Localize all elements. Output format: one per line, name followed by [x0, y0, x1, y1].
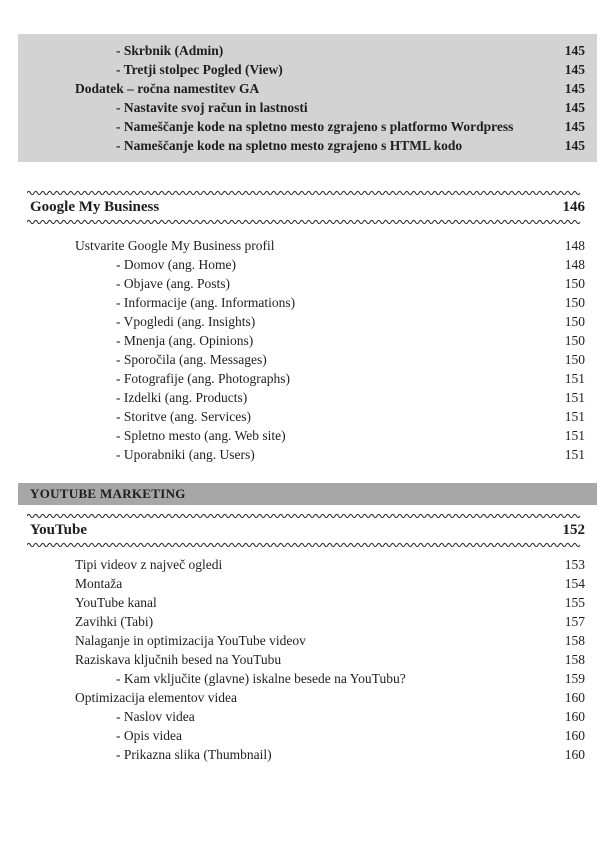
toc-entry-page: 145 — [564, 119, 585, 134]
toc-entry — [27, 426, 585, 445]
toc-entry-page: 151 — [564, 409, 585, 424]
toc-entry-page: 160 — [564, 690, 585, 705]
toc-entry-page: 160 — [564, 747, 585, 762]
toc-continued-block — [18, 34, 597, 162]
toc-entry-label: Zavihki (Tabi) — [75, 614, 154, 629]
chapter-heading-row — [27, 195, 585, 219]
toc-entry-label: - Informacije (ang. Informations) — [116, 295, 296, 310]
toc-entry-label: - Sporočila (ang. Messages) — [116, 352, 267, 367]
toc-entry-label: - Izdelki (ang. Products) — [116, 390, 248, 405]
toc-entry-label: - Opis videa — [116, 728, 182, 743]
toc-entry-page: 151 — [564, 447, 585, 462]
toc-entry-page: 145 — [564, 100, 585, 115]
toc-entry — [18, 60, 597, 79]
toc-entry — [18, 136, 597, 155]
toc-entry — [27, 236, 585, 255]
toc-entry — [27, 350, 585, 369]
toc-entry — [27, 745, 585, 764]
toc-entry-page: 158 — [564, 633, 585, 648]
toc-entry — [27, 369, 585, 388]
toc-entry-page: 148 — [564, 238, 585, 253]
toc-entry-page: 151 — [564, 428, 585, 443]
toc-entry-page: 145 — [564, 43, 585, 58]
section-heading-google-my-business — [27, 190, 585, 224]
chapter-page: 152 — [562, 521, 585, 538]
toc-entry — [27, 650, 585, 669]
toc-entry — [27, 293, 585, 312]
toc-entry-label: - Prikazna slika (Thumbnail) — [116, 747, 272, 762]
toc-entry-page: 145 — [564, 62, 585, 77]
toc-entry — [27, 388, 585, 407]
toc-entry-page: 154 — [564, 576, 585, 591]
toc-entry — [18, 117, 597, 136]
toc-entry-label: Tipi videov z največ ogledi — [75, 557, 223, 572]
toc-entry — [27, 593, 585, 612]
toc-entry-label: Nalaganje in optimizacija YouTube videov — [75, 633, 306, 648]
toc-entry-label: - Skrbnik (Admin) — [116, 43, 224, 58]
toc-entry — [18, 98, 597, 117]
section-entries-youtube — [27, 555, 585, 764]
toc-entry-label: YouTube kanal — [75, 595, 157, 610]
toc-entry — [27, 574, 585, 593]
toc-entry — [27, 726, 585, 745]
toc-entry-page: 150 — [564, 295, 585, 310]
toc-entry-label: - Naslov videa — [116, 709, 195, 724]
toc-entry-page: 150 — [564, 314, 585, 329]
toc-entry-page: 155 — [564, 595, 585, 610]
toc-entry-page: 150 — [564, 333, 585, 348]
toc-entry-label: - Objave (ang. Posts) — [116, 276, 230, 291]
toc-entry-label: Raziskava ključnih besed na YouTubu — [75, 652, 282, 667]
chapter-page: 146 — [562, 198, 585, 215]
toc-entry-page: 158 — [564, 652, 585, 667]
toc-entry-label: - Domov (ang. Home) — [116, 257, 236, 272]
toc-entry — [27, 312, 585, 331]
toc-entry — [18, 41, 597, 60]
toc-entry-label: - Nastavite svoj račun in lastnosti — [116, 100, 308, 115]
chapter-title: YouTube — [30, 521, 87, 538]
section-entries-google-my-business — [27, 236, 585, 464]
toc-entry — [27, 331, 585, 350]
toc-entry-label: - Uporabniki (ang. Users) — [116, 447, 255, 462]
wavy-divider — [27, 513, 585, 518]
toc-entry — [18, 79, 597, 98]
toc-entry — [27, 612, 585, 631]
toc-entry-page: 145 — [564, 81, 585, 96]
toc-entry-page: 151 — [564, 371, 585, 386]
toc-entry — [27, 631, 585, 650]
part-banner-youtube-marketing — [18, 483, 597, 505]
toc-page — [0, 34, 612, 864]
toc-entry-label: - Nameščanje kode na spletno mesto zgrajeno s platformo Wordpress — [116, 119, 514, 134]
toc-entry — [27, 274, 585, 293]
toc-entry-label: - Vpogledi (ang. Insights) — [116, 314, 256, 329]
toc-entry-label: Ustvarite Google My Business profil — [75, 238, 275, 253]
toc-entry — [27, 669, 585, 688]
toc-entry-page: 148 — [564, 257, 585, 272]
toc-entry-page: 150 — [564, 276, 585, 291]
toc-entry-page: 145 — [564, 138, 585, 153]
toc-entry-label: - Spletno mesto (ang. Web site) — [116, 428, 286, 443]
toc-entry-label: Optimizacija elementov videa — [75, 690, 237, 705]
toc-entry-page: 160 — [564, 728, 585, 743]
chapter-heading-row — [27, 518, 585, 542]
section-heading-youtube — [27, 513, 585, 547]
toc-entry — [27, 255, 585, 274]
toc-entry — [27, 555, 585, 574]
toc-entry-page: 151 — [564, 390, 585, 405]
wavy-divider — [27, 190, 585, 195]
toc-entry-page: 150 — [564, 352, 585, 367]
toc-entry-page: 159 — [564, 671, 585, 686]
toc-entry-label: Dodatek – ročna namestitev GA — [75, 81, 260, 96]
toc-entry-page: 157 — [564, 614, 585, 629]
toc-entry-page: 160 — [564, 709, 585, 724]
toc-entry-label: - Storitve (ang. Services) — [116, 409, 251, 424]
chapter-title: Google My Business — [30, 198, 160, 215]
toc-entry-label: Montaža — [75, 576, 123, 591]
wavy-divider — [27, 542, 585, 547]
toc-entry-label: - Kam vključite (glavne) iskalne besede na YouTubu? — [116, 671, 406, 686]
toc-entry — [27, 445, 585, 464]
toc-entry-page: 153 — [564, 557, 585, 572]
toc-entry-label: - Nameščanje kode na spletno mesto zgrajeno s HTML kodo — [116, 138, 463, 153]
toc-entry — [27, 688, 585, 707]
toc-entry-label: - Mnenja (ang. Opinions) — [116, 333, 254, 348]
toc-entry — [27, 707, 585, 726]
toc-entry — [27, 407, 585, 426]
wavy-divider — [27, 219, 585, 224]
toc-entry-label: - Tretji stolpec Pogled (View) — [116, 62, 283, 77]
toc-entry-label: - Fotografije (ang. Photographs) — [116, 371, 290, 386]
part-banner-label: YOUTUBE MARKETING — [30, 486, 186, 501]
